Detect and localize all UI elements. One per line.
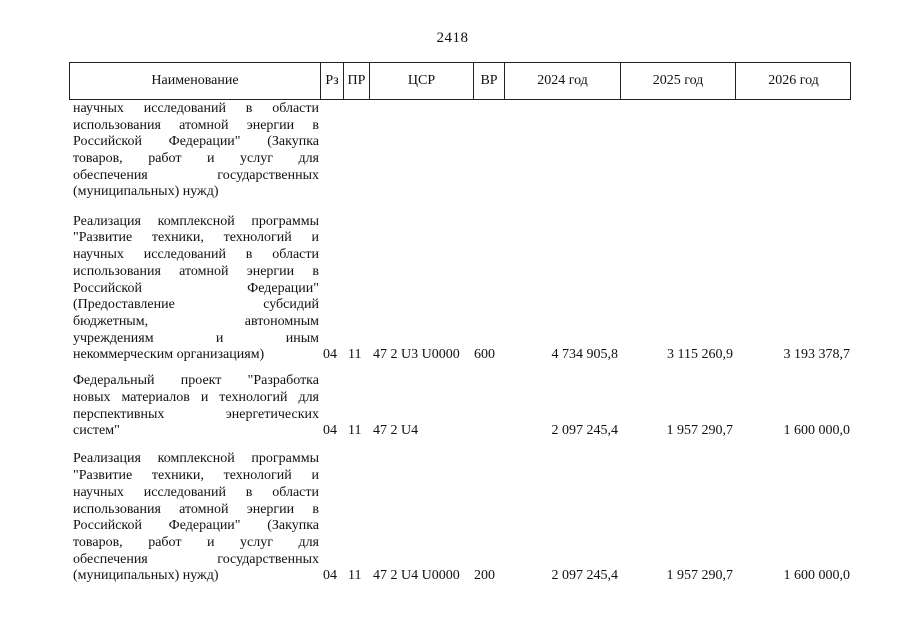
row-pr: 11 — [348, 347, 362, 363]
row-2026: 1 600 000,0 — [783, 568, 850, 584]
header-name: Наименование — [70, 63, 321, 99]
row-2026: 1 600 000,0 — [783, 423, 850, 439]
row-2025: 1 957 290,7 — [666, 423, 733, 439]
row-name-line: (муниципальных) нужд) — [73, 184, 219, 200]
row-2026: 3 193 378,7 — [783, 347, 850, 363]
row-name-line: новых материалов и технологий для — [73, 389, 319, 405]
row-name-line: использования атомной энергии в — [73, 263, 319, 279]
row-name-line: Российской Федерации" (Закупка — [73, 518, 319, 534]
row-name-line: товаров, работ и услуг для — [73, 534, 319, 550]
header-pr: ПР — [344, 63, 370, 99]
table-row — [0, 214, 905, 364]
header-2026: 2026 год — [768, 73, 819, 88]
row-csr: 47 2 U4 U0000 — [373, 568, 460, 584]
row-pr: 11 — [348, 568, 362, 584]
row-vr: 600 — [474, 347, 495, 363]
row-name-line: использования атомной энергии в — [73, 501, 319, 517]
header-vr: ВР — [474, 63, 505, 99]
row-vr: 200 — [474, 568, 495, 584]
header-2025: 2025 год — [621, 63, 736, 99]
row-name-line: научных исследований в области — [73, 247, 319, 263]
row-name-line: Российской Федерации" — [73, 280, 319, 296]
row-2025: 1 957 290,7 — [666, 568, 733, 584]
row-2024: 4 734 905,8 — [551, 347, 618, 363]
row-name-line: учреждениям и иным — [73, 330, 319, 346]
row-name-line: Реализация комплексной программы — [73, 213, 319, 229]
row-name-line: некоммерческим организациям) — [73, 347, 265, 363]
table-row — [0, 451, 905, 585]
row-name-line: (Предоставление субсидий — [73, 297, 319, 313]
row-rz: 04 — [323, 423, 337, 439]
row-name-line: Реализация комплексной программы — [73, 451, 319, 467]
row-2024: 2 097 245,4 — [551, 568, 618, 584]
row-rz: 04 — [323, 568, 337, 584]
row-2024: 2 097 245,4 — [551, 423, 618, 439]
table-row — [0, 101, 905, 201]
header-rz: Рз — [321, 63, 344, 99]
row-name-line: "Развитие техники, технологий и — [73, 468, 319, 484]
row-name-line: научных исследований в области — [73, 484, 319, 500]
row-name-line: Федеральный проект "Разработка — [73, 373, 319, 389]
row-name-line: "Развитие техники, технологий и — [73, 230, 319, 246]
row-name-line: обеспечения государственных — [73, 551, 319, 567]
row-name-line: научных исследований в области — [73, 100, 319, 116]
row-name-line: (муниципальных) нужд) — [73, 568, 219, 584]
table-row — [0, 373, 905, 440]
row-name — [73, 451, 319, 585]
row-name — [73, 214, 319, 364]
header-2024: 2024 год — [505, 63, 621, 99]
row-name-line: обеспечения государственных — [73, 167, 319, 183]
row-csr: 47 2 U4 — [373, 423, 419, 439]
row-name-line: бюджетным, автономным — [73, 313, 319, 329]
page-number: 2418 — [436, 30, 469, 46]
table-header — [69, 62, 851, 100]
row-name-line: использования атомной энергии в — [73, 117, 319, 133]
row-2025: 3 115 260,9 — [667, 347, 733, 363]
row-name-line: систем" — [73, 423, 120, 439]
row-name-line: товаров, работ и услуг для — [73, 150, 319, 166]
row-name-line: Российской Федерации" (Закупка — [73, 134, 319, 150]
header-csr: ЦСР — [370, 63, 474, 99]
row-name — [73, 101, 319, 201]
row-name-line: перспективных энергетических — [73, 406, 319, 422]
row-csr: 47 2 U3 U0000 — [373, 347, 460, 363]
row-rz: 04 — [323, 347, 337, 363]
row-name — [73, 373, 319, 440]
row-pr: 11 — [348, 423, 362, 439]
